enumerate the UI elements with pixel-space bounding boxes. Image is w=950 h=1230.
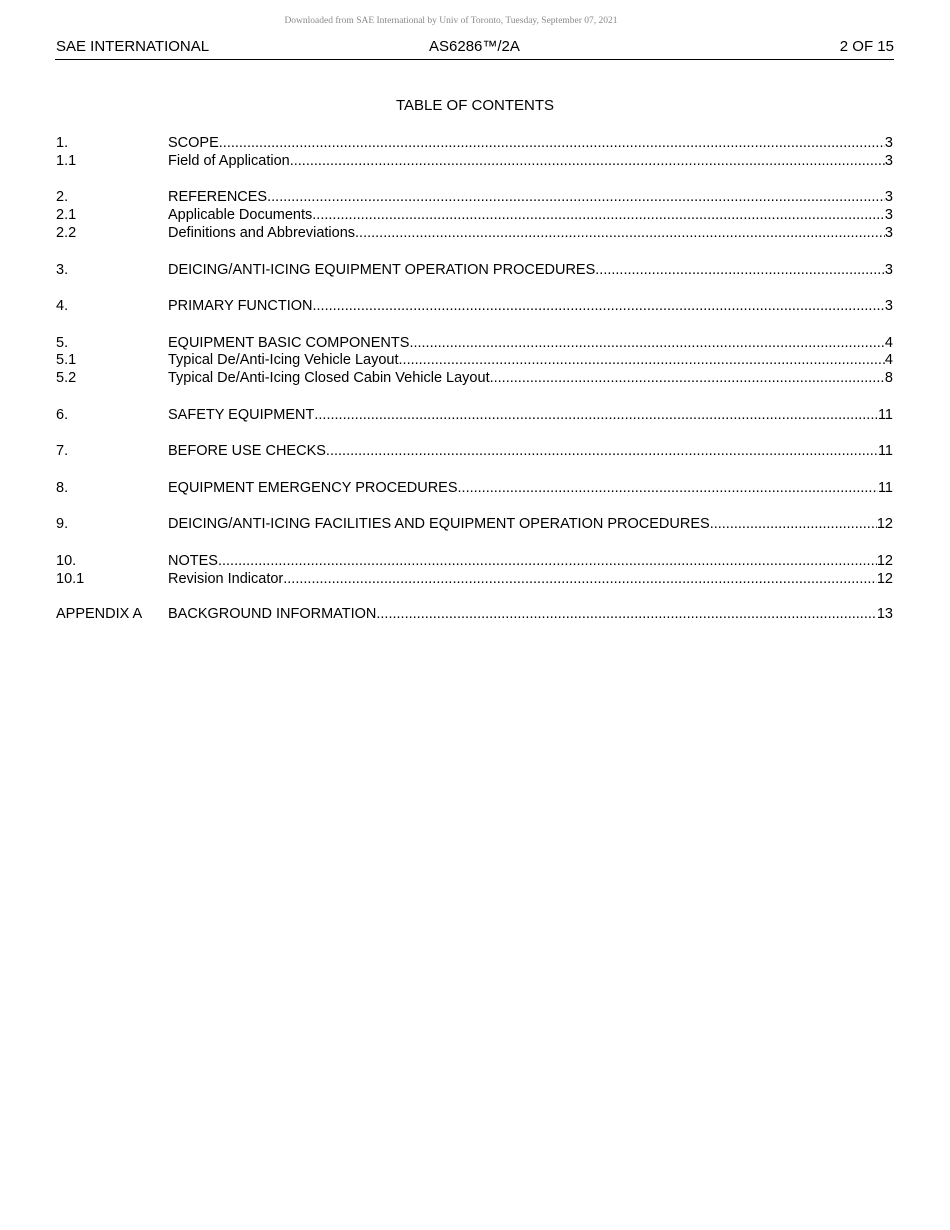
- toc-entry-title[interactable]: SCOPE: [168, 135, 219, 151]
- toc-entry-number: 3.: [56, 262, 69, 278]
- toc-entry-number: 10.1: [56, 571, 85, 587]
- toc-entry-1[interactable]: [56, 134, 893, 152]
- toc-entry-1-1[interactable]: [56, 152, 893, 170]
- toc-entry-2[interactable]: [56, 188, 893, 206]
- toc-leader-dots: [458, 479, 878, 497]
- toc-leader-dots: [312, 206, 885, 224]
- toc-entry-page[interactable]: 4: [884, 335, 893, 351]
- toc-entry-page[interactable]: 3: [884, 153, 893, 169]
- toc-entry-page[interactable]: 3: [884, 225, 893, 241]
- toc-entry-title[interactable]: EQUIPMENT BASIC COMPONENTS: [168, 335, 410, 351]
- toc-entry-page[interactable]: 12: [876, 553, 893, 569]
- toc-entry-title[interactable]: Revision Indicator: [168, 571, 284, 587]
- toc-entry-number: 6.: [56, 407, 69, 423]
- toc-entry-title[interactable]: Typical De/Anti-Icing Vehicle Layout: [168, 352, 399, 368]
- toc-entry-page[interactable]: 8: [884, 370, 893, 386]
- toc-entry-7[interactable]: [56, 442, 893, 460]
- toc-entry-title[interactable]: DEICING/ANTI-ICING FACILITIES AND EQUIPMENT OPERATION PROCEDURES: [168, 516, 710, 532]
- page-header: [55, 38, 894, 60]
- toc-leader-dots: [283, 570, 877, 588]
- toc-entry-title[interactable]: REFERENCES: [168, 189, 268, 205]
- toc-entry-number: 2.: [56, 189, 69, 205]
- toc-entry-9[interactable]: [56, 515, 893, 533]
- header-document-id: AS6286™/2A: [429, 38, 520, 55]
- toc-entry-number: 10.: [56, 553, 77, 569]
- toc-entry-2-2[interactable]: [56, 224, 893, 242]
- toc-entry-page[interactable]: 4: [884, 352, 893, 368]
- toc-entry-page[interactable]: 3: [884, 298, 893, 314]
- toc-leader-dots: [267, 188, 885, 206]
- toc-leader-dots: [219, 134, 885, 152]
- toc-entry-6[interactable]: [56, 406, 893, 424]
- toc-entry-title[interactable]: BACKGROUND INFORMATION: [168, 606, 377, 622]
- header-organization: SAE INTERNATIONAL: [56, 38, 210, 55]
- toc-entry-page[interactable]: 11: [877, 480, 893, 496]
- toc-entry-page[interactable]: 3: [884, 207, 893, 223]
- toc-entry-2-1[interactable]: [56, 206, 893, 224]
- toc-entry-10-1[interactable]: [56, 570, 893, 588]
- toc-entry-10[interactable]: [56, 552, 893, 570]
- toc-leader-dots: [710, 515, 877, 533]
- toc-entry-number: 2.2: [56, 225, 77, 241]
- toc-entry-title[interactable]: DEICING/ANTI-ICING EQUIPMENT OPERATION PROCEDURES: [168, 262, 596, 278]
- toc-entry-page[interactable]: 3: [884, 262, 893, 278]
- toc-leader-dots: [409, 334, 884, 352]
- toc-leader-dots: [314, 406, 878, 424]
- toc-entry-number: 1.: [56, 135, 69, 151]
- toc-entry-title[interactable]: Applicable Documents: [168, 207, 313, 223]
- toc-entry-4[interactable]: [56, 297, 893, 315]
- toc-leader-dots: [355, 224, 885, 242]
- toc-entry-title[interactable]: EQUIPMENT EMERGENCY PROCEDURES: [168, 480, 458, 496]
- toc-entry-number: 2.1: [56, 207, 77, 223]
- toc-entry-title[interactable]: Definitions and Abbreviations: [168, 225, 356, 241]
- toc-entry-5-2[interactable]: [56, 369, 893, 387]
- toc-entry-number: 8.: [56, 480, 69, 496]
- toc-entry-number: 4.: [56, 298, 69, 314]
- toc-entry-title[interactable]: Typical De/Anti-Icing Closed Cabin Vehicle Layout: [168, 370, 490, 386]
- toc-entry-number: 1.1: [56, 153, 77, 169]
- header-page-number: 2 OF 15: [839, 38, 894, 55]
- toc-entry-8[interactable]: [56, 479, 893, 497]
- toc-entry-5[interactable]: [56, 334, 893, 352]
- toc-entry-3[interactable]: [56, 261, 893, 279]
- toc-leader-dots: [326, 442, 878, 460]
- toc-entry-5-1[interactable]: [56, 351, 893, 369]
- toc-leader-dots: [218, 552, 877, 570]
- toc-entry-page[interactable]: 3: [884, 135, 893, 151]
- toc-entry-page[interactable]: 12: [876, 571, 893, 587]
- toc-leader-dots: [312, 297, 884, 315]
- toc-entry-number: 7.: [56, 443, 69, 459]
- toc-entry-number: 5.2: [56, 370, 77, 386]
- toc-entry-page[interactable]: 12: [876, 516, 893, 532]
- toc-leader-dots: [595, 261, 885, 279]
- toc-entry-title[interactable]: BEFORE USE CHECKS: [168, 443, 326, 459]
- toc-title: TABLE OF CONTENTS: [395, 97, 555, 114]
- toc-entry-number: 9.: [56, 516, 69, 532]
- toc-leader-dots: [376, 605, 876, 623]
- toc-entry-appendix-a[interactable]: [56, 605, 893, 623]
- toc-entry-title[interactable]: PRIMARY FUNCTION: [168, 298, 313, 314]
- toc-entry-page[interactable]: 3: [884, 189, 893, 205]
- download-watermark: Downloaded from SAE International by Univ of Toronto, Tuesday, September 07, 2021: [284, 16, 618, 26]
- toc-entry-number: 5.: [56, 335, 69, 351]
- toc-entry-title[interactable]: Field of Application: [168, 153, 290, 169]
- toc-entry-number: APPENDIX A: [56, 606, 143, 622]
- toc-leader-dots: [490, 369, 885, 387]
- toc-entry-title[interactable]: NOTES: [168, 553, 218, 569]
- toc-entry-number: 5.1: [56, 352, 77, 368]
- toc-entry-page[interactable]: 11: [877, 443, 893, 459]
- toc-entry-page[interactable]: 11: [877, 407, 893, 423]
- toc-entry-title[interactable]: SAFETY EQUIPMENT: [168, 407, 315, 423]
- toc-leader-dots: [399, 351, 885, 369]
- toc-entry-page[interactable]: 13: [876, 606, 893, 622]
- toc-leader-dots: [290, 152, 885, 170]
